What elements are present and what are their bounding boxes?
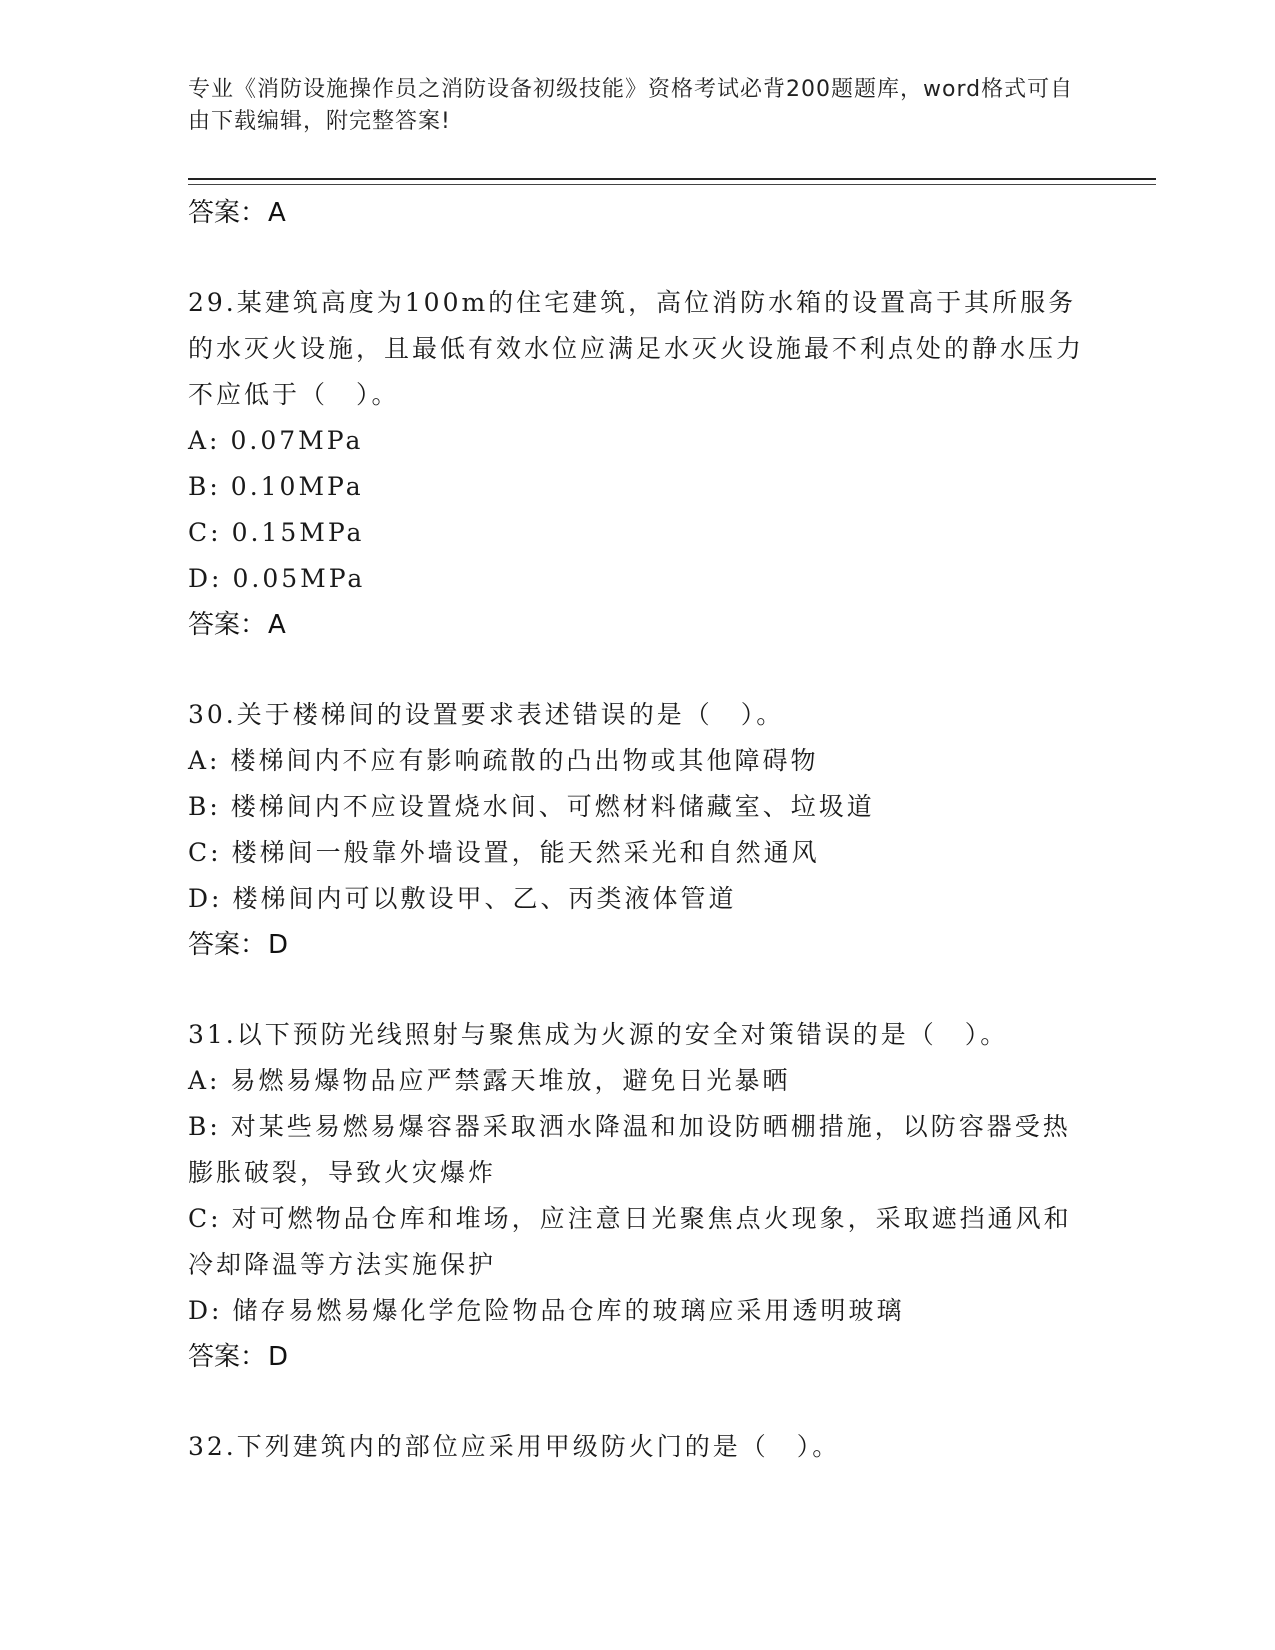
option-d: [188, 876, 1088, 922]
option-c: [188, 1196, 1088, 1288]
question-text: 32.下列建筑内的部位应采用甲级防火门的是（ ）。: [188, 1432, 841, 1461]
header-rule-thick: [188, 178, 1156, 180]
option-text: 对某些易燃易爆容器采取洒水降温和加设防晒棚措施，以防容器受热膨胀破裂，导致火灾爆炸: [188, 1112, 1071, 1187]
answer-value: D: [268, 1342, 289, 1372]
option-text: 楼梯间内不应设置烧水间、可燃材料储藏室、垃圾道: [230, 792, 875, 821]
option-letter: A:: [188, 746, 221, 775]
answer-line-q30: [188, 922, 1088, 968]
option-letter: B:: [188, 1112, 221, 1141]
answer-line-q28: [188, 190, 1088, 236]
option-d: [188, 556, 1088, 602]
page-header: 专业《消防设施操作员之消防设备初级技能》资格考试必背200题题库，word格式可自由下载编辑，附完整答案!: [188, 77, 1074, 134]
question-text: 31.以下预防光线照射与聚焦成为火源的安全对策错误的是（ ）。: [188, 1020, 1009, 1049]
answer-label: 答案：: [188, 930, 267, 960]
option-text: 楼梯间一般靠外墙设置，能天然采光和自然通风: [231, 838, 820, 867]
option-letter: D:: [188, 884, 223, 913]
question-text: 30.关于楼梯间的设置要求表述错误的是（ ）。: [188, 700, 785, 729]
answer-label: 答案：: [188, 610, 267, 640]
option-text: 对可燃物品仓库和堆场，应注意日光聚焦点火现象，采取遮挡通风和冷却降温等方法实施保护: [188, 1204, 1072, 1279]
option-text: 0.15MPa: [231, 518, 365, 547]
option-letter: D:: [188, 1296, 223, 1325]
option-letter: C:: [188, 518, 222, 547]
option-text: 0.10MPa: [230, 472, 364, 501]
answer-line-q29: [188, 602, 1088, 648]
answer-label: 答案：: [188, 1342, 267, 1372]
option-b: [188, 1104, 1088, 1196]
option-text: 储存易燃易爆化学危险物品仓库的玻璃应采用透明玻璃: [232, 1296, 905, 1325]
answer-value: A: [268, 610, 286, 640]
question-text: 29.某建筑高度为100m的住宅建筑，高位消防水箱的设置高于其所服务的水灭火设施，且最低有效水位应满足水灭火设施最不利点处的静水压力不应低于（ ）。: [188, 288, 1085, 409]
question-32: [188, 1424, 1088, 1470]
option-letter: A:: [188, 1066, 221, 1095]
option-letter: B:: [188, 792, 221, 821]
option-text: 楼梯间内可以敷设甲、乙、丙类液体管道: [232, 884, 737, 913]
option-a: [188, 1058, 1088, 1104]
option-a: [188, 418, 1088, 464]
answer-line-q31: [188, 1334, 1088, 1380]
option-text: 易燃易爆物品应严禁露天堆放，避免日光暴晒: [230, 1066, 791, 1095]
question-30: [188, 692, 1088, 968]
option-text: 0.05MPa: [232, 564, 366, 593]
document-body: [188, 190, 1088, 1470]
question-31: [188, 1012, 1088, 1380]
option-letter: C:: [188, 838, 222, 867]
answer-value: A: [268, 198, 286, 228]
option-a: [188, 738, 1088, 784]
answer-label: 答案：: [188, 198, 267, 228]
answer-value: D: [268, 930, 289, 960]
option-text: 楼梯间内不应有影响疏散的凸出物或其他障碍物: [230, 746, 819, 775]
option-c: [188, 510, 1088, 556]
option-letter: D:: [188, 564, 223, 593]
option-d: [188, 1288, 1088, 1334]
option-letter: A:: [188, 426, 221, 455]
header-rule-thin: [188, 184, 1156, 185]
option-b: [188, 464, 1088, 510]
option-b: [188, 784, 1088, 830]
option-letter: C:: [188, 1204, 222, 1233]
option-text: 0.07MPa: [230, 426, 364, 455]
option-letter: B:: [188, 472, 221, 501]
question-29: [188, 280, 1088, 648]
option-c: [188, 830, 1088, 876]
